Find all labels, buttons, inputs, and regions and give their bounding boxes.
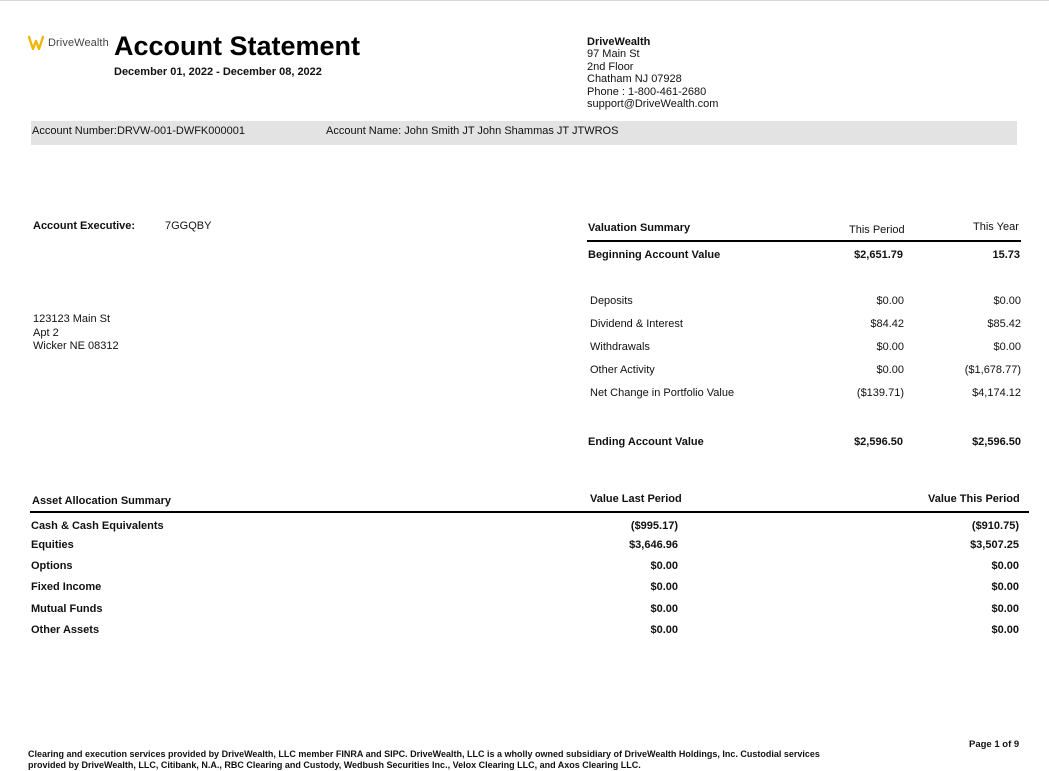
page-title: Account Statement [114,31,361,61]
valuation-row-year: $85.42 [987,318,1021,330]
allocation-row-last: ($995.17) [630,520,678,532]
drivewealth-logo [28,34,109,52]
valuation-summary-title: Valuation Summary [588,222,691,234]
allocation-row-this: ($910.75) [971,520,1019,532]
valuation-row-year: ($1,678.77) [964,364,1021,376]
company-phone: Phone : 1-800-461-2680 [587,85,707,98]
company-name: DriveWealth [587,36,651,48]
allocation-row-label: Fixed Income [31,581,102,593]
company-email: support@DriveWealth.com [587,98,719,111]
valuation-row-label: Other Activity [590,364,655,376]
valuation-row-period: $0.00 [876,364,904,376]
ending-value-label: Ending Account Value [588,436,704,448]
allocation-row-this: $0.00 [991,624,1019,636]
valuation-row-label: Dividend & Interest [590,318,683,330]
valuation-row-period: ($139.71) [856,387,904,399]
account-name-label: Account Name: [326,125,402,137]
allocation-header-rule [30,511,1029,513]
valuation-row-period: $0.00 [876,341,904,353]
allocation-row-last: $0.00 [650,581,678,593]
account-executive-label: Account Executive: [33,220,136,232]
account-name-value: John Smith JT John Shammas JT JTWROS [404,125,619,137]
valuation-header-rule [587,240,1021,242]
top-border [0,0,1049,1]
statement-period: December 01, 2022 - December 08, 2022 [114,66,322,78]
account-number-label: Account Number: [32,125,117,137]
drivewealth-w-icon [28,34,44,52]
valuation-row-label: Deposits [590,295,633,307]
allocation-col-this-period: Value This Period [928,493,1020,505]
valuation-col-this-year: This Year [973,221,1019,233]
client-address-line1: 123123 Main St [33,313,111,325]
allocation-row-label: Other Assets [31,624,100,636]
allocation-row-label: Equities [31,539,74,551]
account-number [32,125,245,137]
allocation-row-last: $3,646.96 [629,539,678,551]
allocation-row-this: $0.00 [991,581,1019,593]
valuation-row-period: $84.42 [870,318,904,330]
allocation-row-this: $0.00 [991,560,1019,572]
account-number-value: DRVW-001-DWFK000001 [116,125,245,137]
valuation-row-label: Net Change in Portfolio Value [590,387,735,399]
beginning-value-label: Beginning Account Value [588,249,721,261]
valuation-row-year: $0.00 [993,295,1021,307]
ending-value-period: $2,596.50 [854,436,903,448]
beginning-value-year: 15.73 [992,249,1020,261]
company-address-line2: 2nd Floor [587,60,634,73]
client-address [33,313,119,354]
allocation-row-this: $0.00 [991,603,1019,615]
asset-allocation-title: Asset Allocation Summary [32,495,171,507]
valuation-row-year: $0.00 [993,341,1021,353]
footer-disclosure: Clearing and execution services provided by DriveWealth, LLC member FINRA and SIPC. DriveWealth, LLC is a wholly owned subsidiary of DriveWealth Holdings, Inc. Custodial services provided by DriveWealth, LLC, Citibank, N.A., RBC Clearing and Custody, Wedbush Securities Inc., Velox Clearing LLC, and Axos Clearing LLC. [28,749,820,770]
allocation-row-last: $0.00 [650,603,678,615]
account-executive-value: 7GGQBY [165,220,212,232]
beginning-value-period: $2,651.79 [854,249,903,261]
company-address-block [587,36,718,110]
company-city: Chatham NJ 07928 [587,73,682,86]
page-number: Page 1 of 9 [969,739,1020,750]
logo-text: DriveWealth [48,37,109,49]
valuation-row-year: $4,174.12 [972,387,1021,399]
client-address-line3: Wicker NE 08312 [33,340,119,352]
valuation-row-label: Withdrawals [590,341,650,353]
account-name [326,125,618,137]
allocation-row-label: Cash & Cash Equivalents [31,520,164,532]
allocation-row-this: $3,507.25 [970,539,1019,551]
allocation-row-last: $0.00 [650,560,678,572]
allocation-row-label: Options [31,560,73,572]
allocation-col-last-period: Value Last Period [590,493,682,505]
client-address-line2: Apt 2 [33,326,59,339]
valuation-row-period: $0.00 [876,295,904,307]
ending-value-year: $2,596.50 [972,436,1021,448]
allocation-row-label: Mutual Funds [31,603,103,615]
company-address-line1: 97 Main St [587,48,640,61]
allocation-row-last: $0.00 [650,624,678,636]
valuation-col-this-period: This Period [849,224,905,236]
